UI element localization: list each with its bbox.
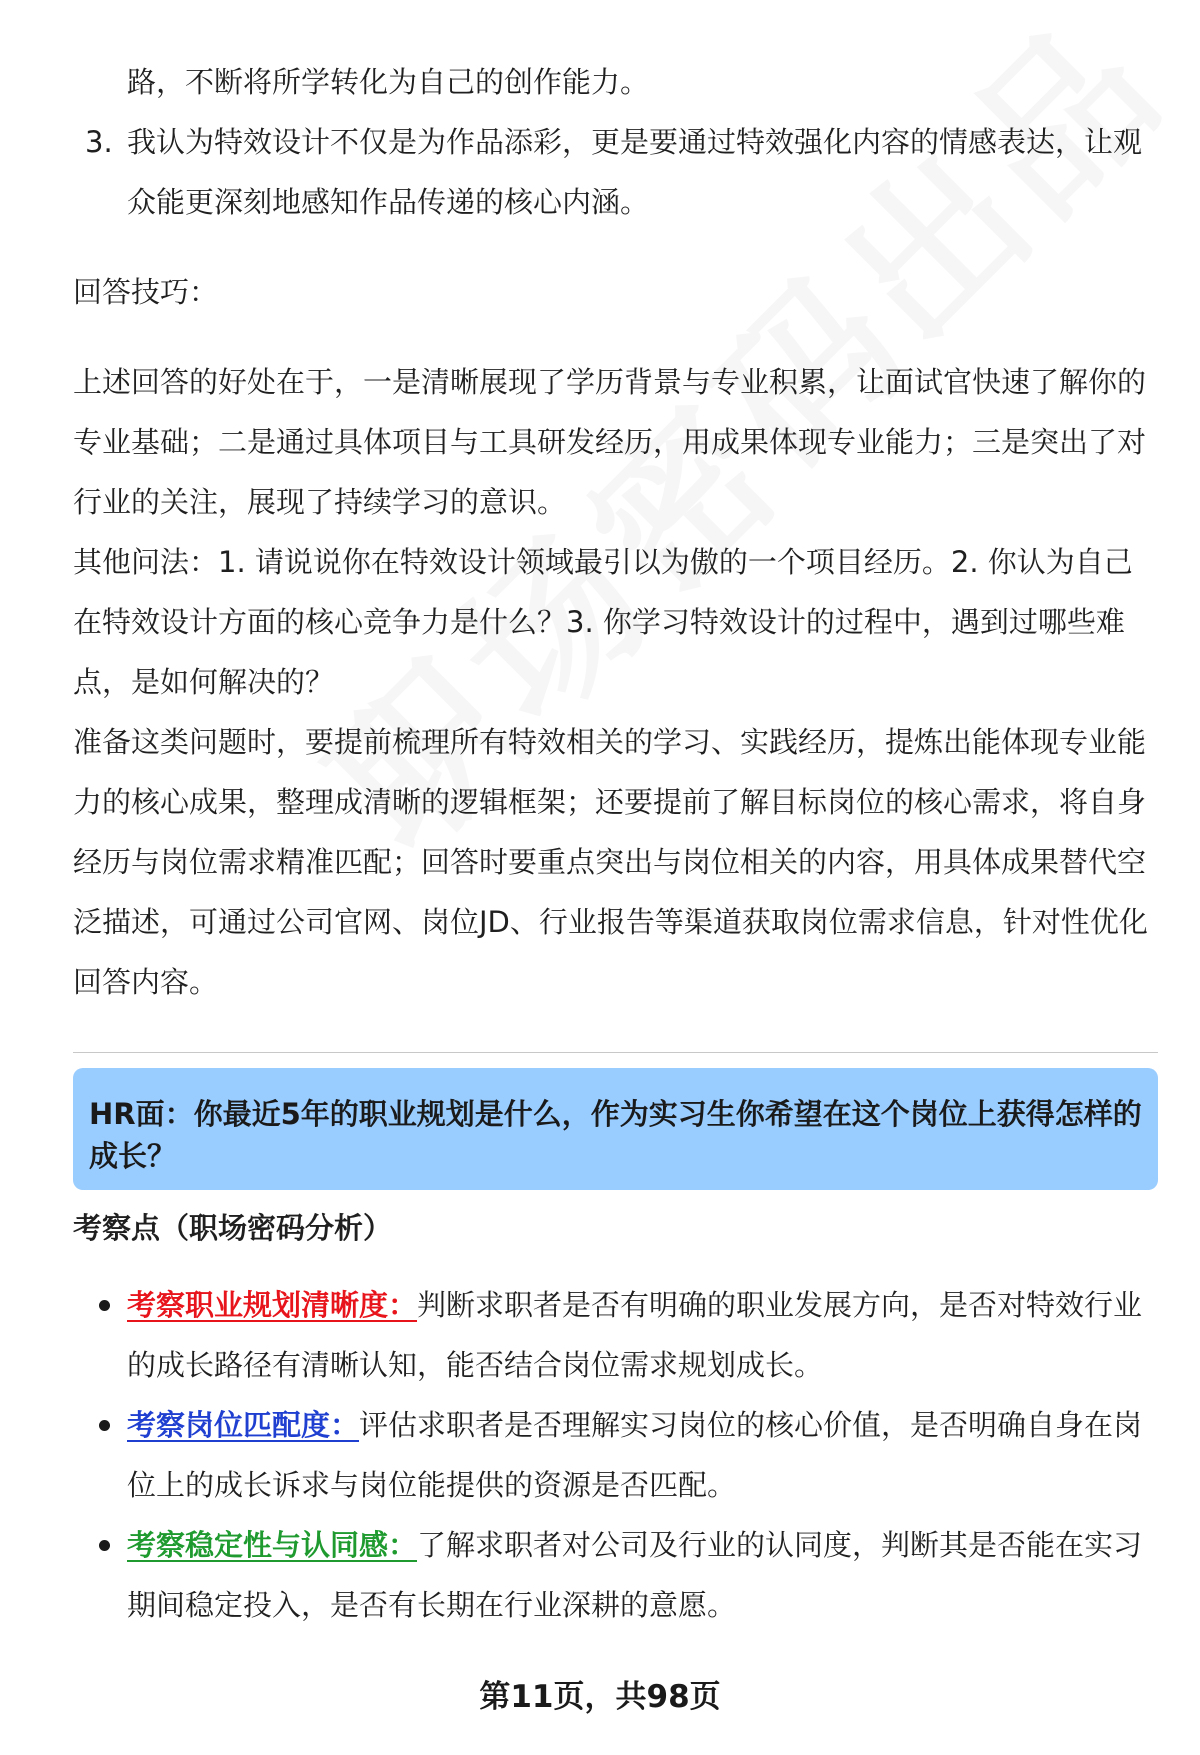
item-number: 3. xyxy=(85,125,113,159)
point-text: 了解求职者对公司及行业的认同度，判断其是否能在实习期间稳定投入，是否有长期在行业深耕的意愿。 xyxy=(127,1528,1143,1622)
question-text: HR面：你最近5年的职业规划是什么，作为实习生你希望在这个岗位上获得怎样的成长？ xyxy=(89,1097,1142,1173)
bullet-dot-icon xyxy=(99,1420,110,1431)
list-item xyxy=(73,1395,1158,1515)
document-body xyxy=(73,52,1158,1012)
points-title: 考察点（职场密码分析） xyxy=(73,1211,393,1245)
point-keyword-red: 考察职业规划清晰度： xyxy=(127,1288,418,1322)
prep-paragraph: 准备这类问题时，要提前梳理所有特效相关的学习、实践经历，提炼出能体现专业能力的核心成果，整理成清晰的逻辑框架；还要提前了解目标岗位的核心需求，将自身经历与岗位需求精准匹配；回答时要重点突出与岗位相关的内容，用具体成果替代空泛描述，可通过公司官网、岗位JD、行业报告等渠道获取岗位需求信息，针对性优化回答内容。 xyxy=(73,725,1148,999)
numbered-item xyxy=(73,112,1158,232)
bullet-dot-icon xyxy=(99,1300,110,1311)
continuation-text: 路，不断将所学转化为自己的创作能力。 xyxy=(127,65,650,99)
question-box xyxy=(73,1068,1158,1190)
section-divider xyxy=(73,1052,1158,1053)
point-text: 判断求职者是否有明确的职业发展方向，是否对特效行业的成长路径有清晰认知，能否结合岗位需求规划成长。 xyxy=(127,1288,1143,1382)
item-text: 我认为特效设计不仅是为作品添彩，更是要通过特效强化内容的情感表达，让观众能更深刻地感知作品传递的核心内涵。 xyxy=(127,125,1143,219)
list-item xyxy=(73,1275,1158,1395)
tips-paragraph: 上述回答的好处在于，一是清晰展现了学历背景与专业积累，让面试官快速了解你的专业基础；二是通过具体项目与工具研发经历，用成果体现专业能力；三是突出了对行业的关注，展现了持续学习的意识。 xyxy=(73,365,1147,519)
list-item xyxy=(73,1515,1158,1635)
tips-label: 回答技巧： xyxy=(73,275,219,309)
point-keyword-green: 考察稳定性与认同感： xyxy=(127,1528,418,1562)
bullet-dot-icon xyxy=(99,1540,110,1551)
point-keyword-blue: 考察岗位匹配度： xyxy=(127,1408,360,1442)
page-footer: 第11页，共98页 xyxy=(479,1679,721,1715)
points-list xyxy=(73,1275,1158,1635)
other-questions-paragraph: 其他问法：1. 请说说你在特效设计领域最引以为傲的一个项目经历。2. 你认为自己在特效设计方面的核心竞争力是什么？3. 你学习特效设计的过程中，遇到过哪些难点，是如何解决的？ xyxy=(73,545,1133,699)
point-text: 评估求职者是否理解实习岗位的核心价值，是否明确自身在岗位上的成长诉求与岗位能提供的资源是否匹配。 xyxy=(127,1408,1143,1502)
